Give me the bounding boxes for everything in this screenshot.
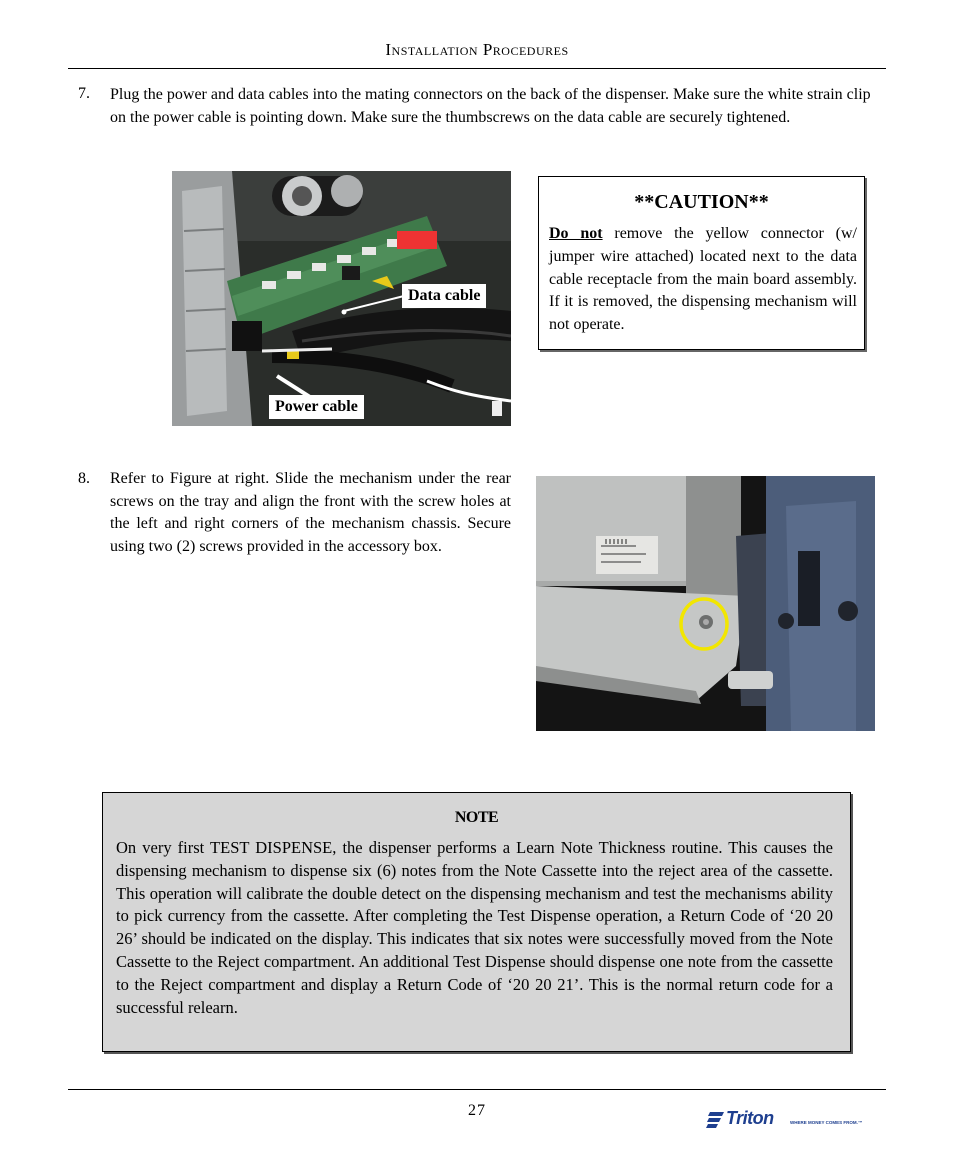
caution-emphasis: Do not <box>549 225 603 242</box>
logo-tagline: WHERE MONEY COMES FROM.™ <box>790 1120 863 1125</box>
power-cable-label: Power cable <box>269 395 364 419</box>
caution-box <box>538 176 865 350</box>
step-8-number: 8. <box>78 470 90 487</box>
logo-wordmark: Triton <box>726 1108 774 1128</box>
caution-body: remove the yellow connector (w/ jumper wire attached) located next to the data cable receptacle from the main board assembly. If it is removed, the dispensing mechanism will not operate. <box>549 225 857 334</box>
dispenser-connectors-photo <box>172 171 511 426</box>
header-rule <box>68 68 886 69</box>
step-8-text: Refer to Figure at right. Slide the mechanism under the rear screws on the tray and align the front with the screw holes at the left and right corners of the mechanism chassis. Secure using two (2) screws provided in the accessory box. <box>110 470 511 555</box>
triton-logo-mark-icon <box>706 1110 724 1128</box>
page-number: 27 <box>468 1102 486 1119</box>
footer-rule <box>68 1089 886 1090</box>
note-text: On very first TEST DISPENSE, the dispenser performs a Learn Note Thickness routine. This causes the dispensing mechanism to dispense six (6) notes from the Note Cassette into the reject area of the cassette. This operation will calibrate the double detect on the dispensing mechanism and test the mechanisms ability to pick currency from the cassette. After completing the Test Dispense operation, a Return Code of ‘20 20 26’ should be indicated on the display. This indicates that six notes were successfully moved from the Note Cassette to the Reject compartment. An additional Test Dispense should dispense one note from the cassette to the Reject compartment and display a Return Code of ‘20 20 21’. This is the normal return code for a successful relearn. <box>116 838 833 1017</box>
page-header-title: Installation Procedures <box>385 40 569 59</box>
caution-title: **CAUTION** <box>634 191 769 213</box>
triton-logo <box>706 1108 871 1134</box>
note-box <box>102 792 851 1052</box>
step-7-text: Plug the power and data cables into the mating connectors on the back of the dispenser. Make sure the white strain clip on the power cable is pointing down. Make sure the thumbscrews on the data cable are securely tightened. <box>110 86 871 126</box>
caution-text <box>549 223 857 337</box>
data-cable-label: Data cable <box>402 284 486 308</box>
note-title: NOTE <box>454 809 499 826</box>
step-7-number: 7. <box>78 85 90 102</box>
mechanism-tray-photo <box>536 476 875 731</box>
